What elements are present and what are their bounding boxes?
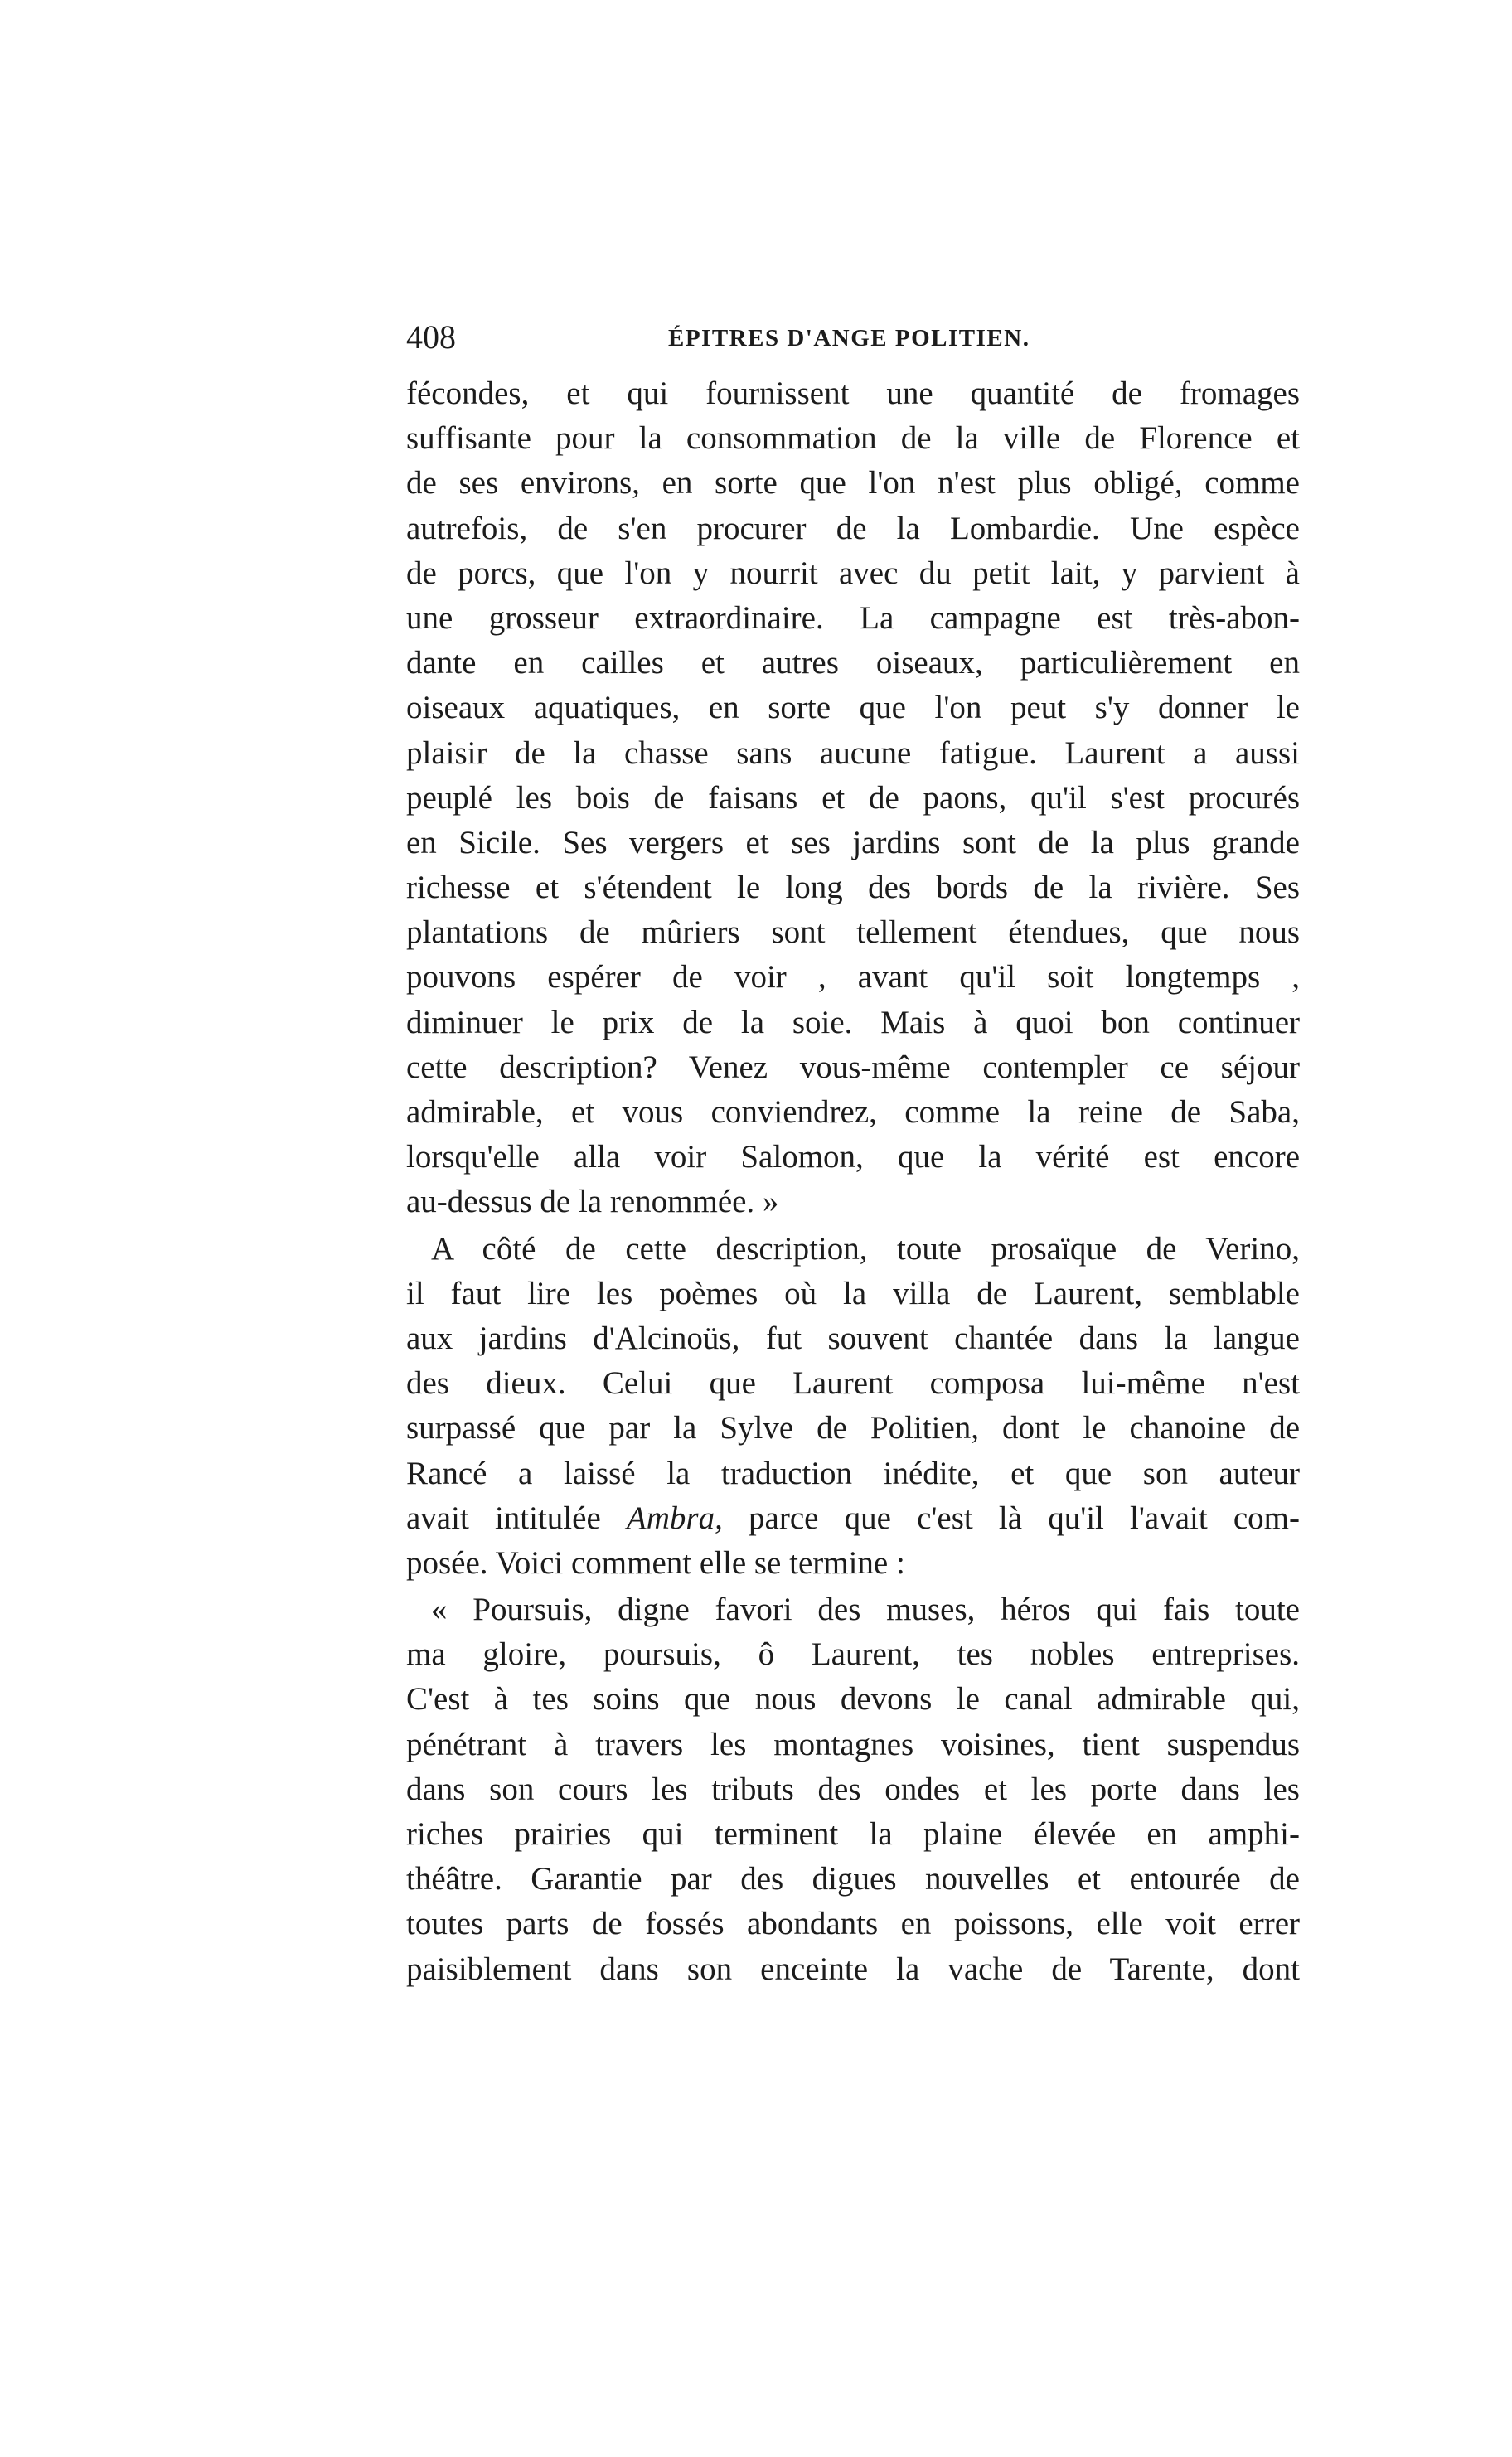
text-line: de ses environs, en sorte que l'on n'est plus obligé, comme [406,465,1300,502]
text-line: cette description? Venez vous-même contempler ce séjour [406,1049,1300,1085]
text-segment: avait intitulée [406,1500,601,1536]
text-line: fécondes, et qui fournissent une quantité de fromages [406,376,1300,411]
text-line: lorsqu'elle alla voir Salomon, que la vérité est encore [406,1139,1300,1175]
text-line: oiseaux aquatiques, en sorte que l'on peut s'y donner le [406,690,1300,726]
text-line-with-italic [406,1496,1300,1541]
paragraph-end-line: posée. Voici comment elle se termine : [406,1544,905,1581]
text-line: plantations de mûriers sont tellement étendues, que nous [406,914,1300,951]
text-line: il faut lire les poèmes où la villa de Laurent, semblable [406,1275,1300,1311]
text-line: de porcs, que l'on y nourrit avec du petit lait, y parvient à [406,555,1300,591]
text-line: toutes parts de fossés abondants en poissons, elle voit errer [406,1906,1300,1942]
text-line: une grosseur extraordinaire. La campagne est très-abon- [406,599,1300,636]
text-line: ma gloire, poursuis, ô Laurent, tes nobles entreprises. [406,1636,1300,1673]
text-segment: parce que c'est là qu'il l'avait com- [749,1500,1301,1536]
text-line: peuplé les bois de faisans et de paons, qu'il s'est procurés [406,779,1300,816]
text-line: pouvons espérer de voir , avant qu'il soit longtemps , [406,959,1300,996]
text-line: dans son cours les tributs des ondes et les porte dans les [406,1771,1300,1807]
body-text [406,371,1300,1992]
italic-title: Ambra, [626,1500,723,1536]
text-line: théâtre. Garantie par des digues nouvelles et entourée de [406,1861,1300,1897]
text-line: diminuer le prix de la soie. Mais à quoi bon continuer [406,1004,1300,1040]
running-title: ÉPITRES D'ANGE POLITIEN. [668,325,1030,351]
text-line: autrefois, de s'en procurer de la Lombardie. Une espèce [406,510,1300,546]
paragraph-start-line: « Poursuis, digne favori des muses, héros qui fais toute [431,1592,1300,1628]
paragraph-start-line: A côté de cette description, toute prosaïque de Verino, [431,1230,1300,1267]
text-line: paisiblement dans son enceinte la vache de Tarente, dont [406,1951,1300,1987]
page-number: 408 [406,318,456,356]
text-line: aux jardins d'Alcinoüs, fut souvent chantée dans la langue [406,1320,1300,1356]
text-line: Rancé a laissé la traduction inédite, et que son auteur [406,1455,1300,1491]
text-line: C'est à tes soins que nous devons le canal admirable qui, [406,1681,1300,1718]
paragraph-end-line: au-dessus de la renommée. » [406,1184,779,1220]
running-head [406,317,1301,358]
text-line: admirable, et vous conviendrez, comme la reine de Saba, [406,1094,1300,1130]
text-line: des dieux. Celui que Laurent composa lui-même n'est [406,1365,1300,1402]
text-line: en Sicile. Ses vergers et ses jardins sont de la plus grande [406,824,1300,860]
text-line: suffisante pour la consommation de la ville de Florence et [406,420,1300,457]
text-line: riches prairies qui terminent la plaine élevée en amphi- [406,1816,1300,1852]
text-line: richesse et s'étendent le long des bords de la rivière. Ses [406,870,1300,906]
text-line: plaisir de la chasse sans aucune fatigue. Laurent a aussi [406,734,1300,771]
text-line: dante en cailles et autres oiseaux, particulièrement en [406,645,1300,681]
text-line: pénétrant à travers les montagnes voisines, tient suspendus [406,1726,1300,1762]
text-line: surpassé que par la Sylve de Politien, dont le chanoine de [406,1410,1300,1447]
